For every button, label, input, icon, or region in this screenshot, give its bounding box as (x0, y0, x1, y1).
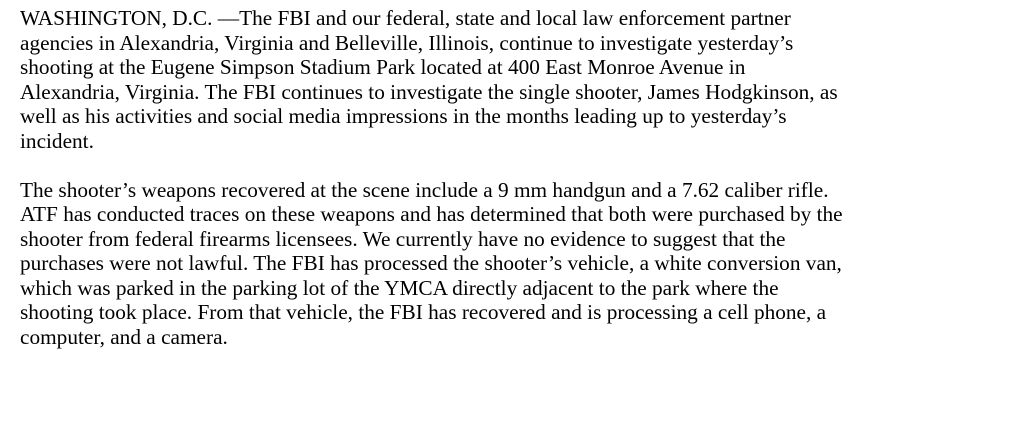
paragraph-2 (20, 178, 1020, 350)
text-line: purchases were not lawful. The FBI has processed the shooter’s vehicle, a white conversion van, (20, 251, 842, 275)
text-line: agencies in Alexandria, Virginia and Belleville, Illinois, continue to investigate yesterday’s (20, 30, 794, 55)
text-line: which was parked in the parking lot of the YMCA directly adjacent to the park where the (20, 275, 779, 300)
document-body (20, 6, 1020, 349)
text-line: incident. (20, 128, 94, 153)
text-line: well as his activities and social media impressions in the months leading up to yesterday’s (20, 104, 787, 128)
paragraph-1 (20, 6, 1020, 153)
text-line: ATF has conducted traces on these weapons and has determined that both were purchased by the (20, 202, 843, 226)
text-line: shooting at the Eugene Simpson Stadium Park located at 400 East Monroe Avenue in (20, 55, 746, 79)
text-line: The shooter’s weapons recovered at the scene include a 9 mm handgun and a 7.62 caliber rifle. (20, 177, 829, 202)
text-line: shooting took place. From that vehicle, the FBI has recovered and is processing a cell phone, a (20, 300, 827, 324)
text-line: Alexandria, Virginia. The FBI continues to investigate the single shooter, James Hodgkinson, as (20, 79, 838, 104)
text-line: computer, and a camera. (20, 324, 228, 349)
text-line: WASHINGTON, D.C. —The FBI and our federal, state and local law enforcement partner (20, 6, 791, 30)
text-line: shooter from federal firearms licensees. We currently have no evidence to suggest that the (20, 226, 786, 251)
